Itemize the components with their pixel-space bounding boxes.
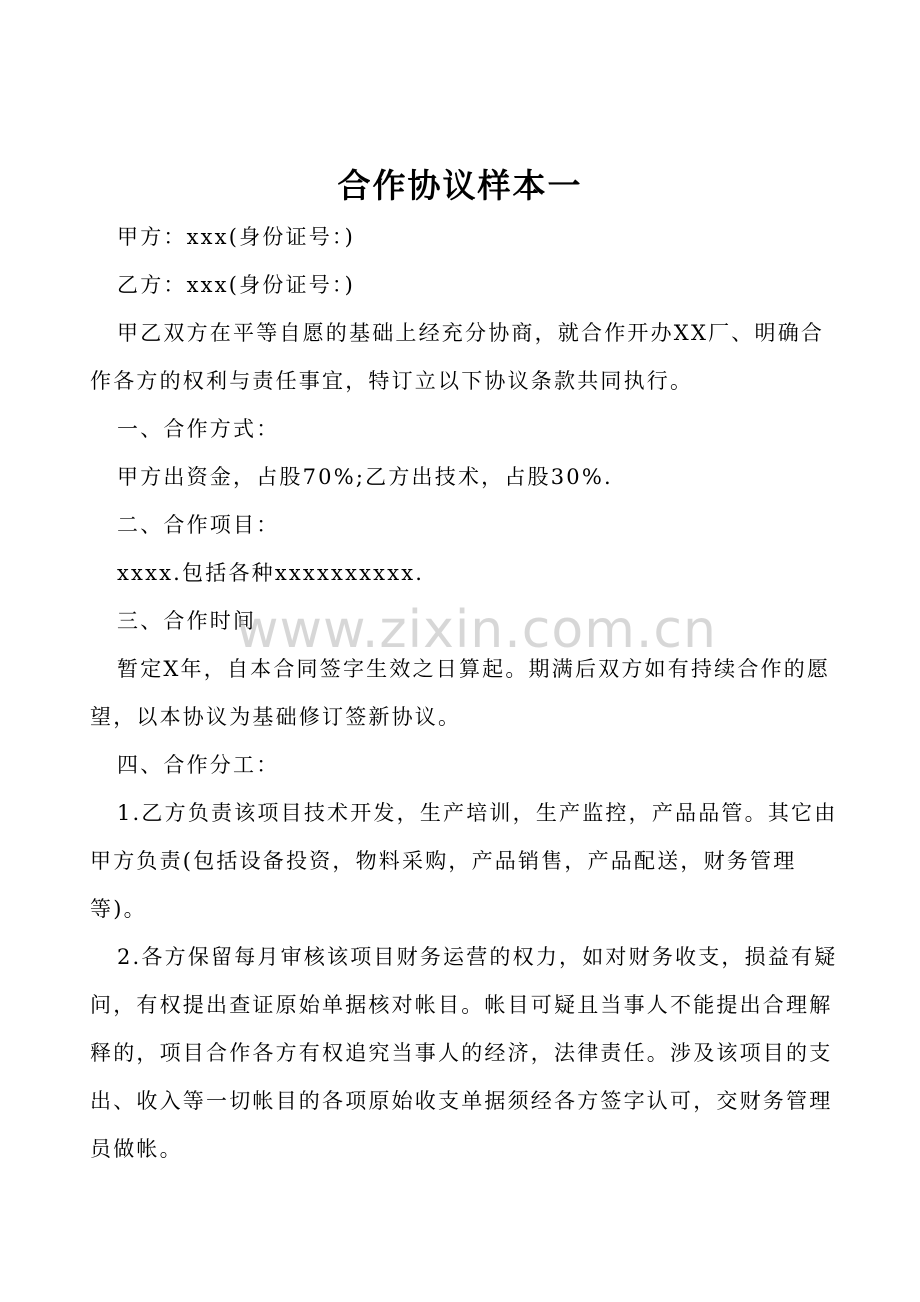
section-heading-2: 二、合作项目： (117, 513, 280, 537)
section-body-1: 甲方出资金，占股70%;乙方出技术，占股30%. (117, 465, 613, 489)
intro-line-1: 甲乙双方在平等自愿的基础上经充分协商，就合作开办XX厂、明确合 (117, 321, 825, 345)
section-heading-4: 四、合作分工： (117, 753, 280, 777)
clause-2-line-1: 2.各方保留每月审核该项目财务运营的权力，如对财务收支，损益有疑 (117, 945, 838, 969)
clause-2-line-3: 释的，项目合作各方有权追究当事人的经济，法律责任。涉及该项目的支 (90, 1041, 833, 1065)
clause-1-line-3: 等)。 (90, 897, 147, 921)
clause-1-line-2: 甲方负责(包括设备投资，物料采购，产品销售，产品配送，财务管理 (90, 849, 797, 873)
document-title: 合作协议样本一 (337, 166, 583, 205)
section-body-2: xxxx.包括各种xxxxxxxxxx. (117, 561, 425, 585)
section-heading-3: 三、合作时间 (117, 609, 257, 633)
clause-2-line-4: 出、收入等一切帐目的各项原始收支单据须经各方签字认可，交财务管理 (90, 1089, 833, 1113)
clause-2-line-2: 问，有权提出查证原始单据核对帐目。帐目可疑且当事人不能提出合理解 (90, 993, 833, 1017)
clause-2-line-5: 员做帐。 (90, 1137, 183, 1161)
party-b-line: 乙方：xxx(身份证号：) (117, 273, 356, 297)
section-heading-1: 一、合作方式： (117, 417, 280, 441)
section-body-3-line-1: 暂定X年，自本合同签字生效之日算起。期满后双方如有持续合作的愿 (117, 657, 831, 681)
watermark-text: www.zixin.com.cn (236, 600, 717, 660)
clause-1-line-1: 1.乙方负责该项目技术开发，生产培训，生产监控，产品品管。其它由 (117, 801, 838, 825)
intro-line-2: 作各方的权利与责任事宜，特订立以下协议条款共同执行。 (90, 369, 694, 393)
party-a-line: 甲方：xxx(身份证号：) (117, 225, 356, 249)
section-body-3-line-2: 望，以本协议为基础修订签新协议。 (90, 705, 462, 729)
